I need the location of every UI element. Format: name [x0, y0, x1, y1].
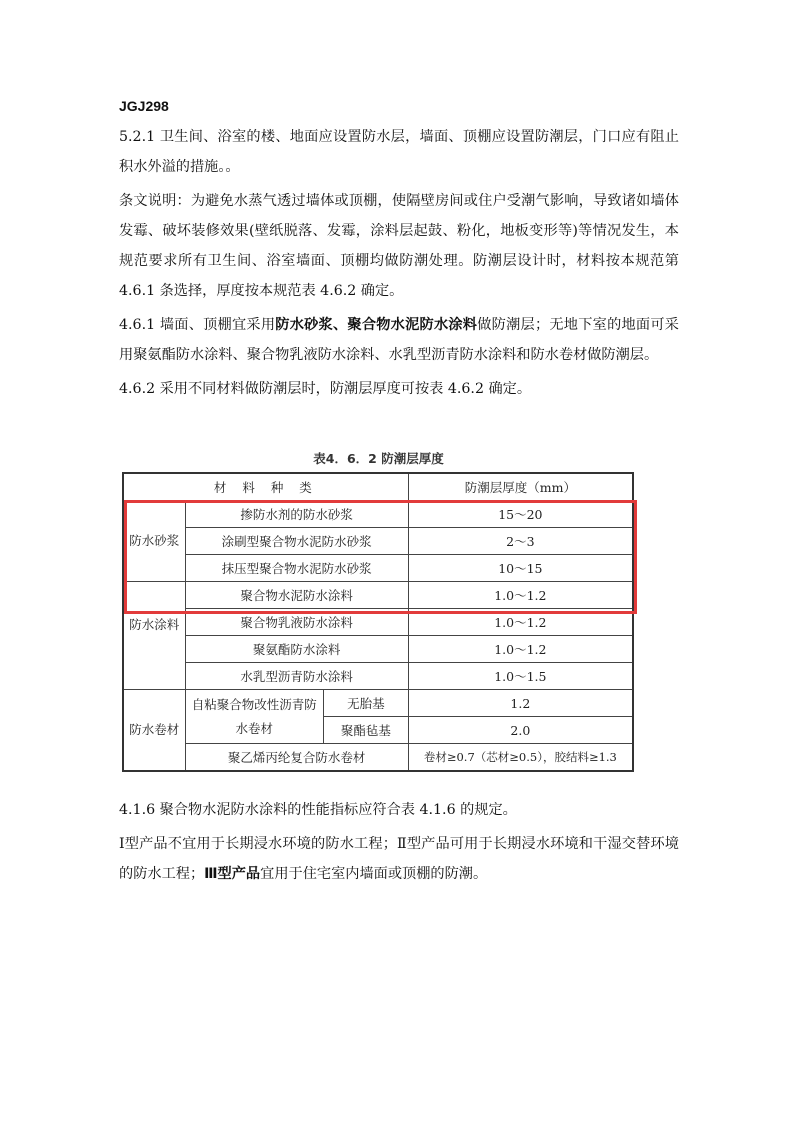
material-name: 自粘聚合物改性沥青防水卷材 [185, 690, 323, 744]
thickness-value: 2～3 [408, 528, 633, 555]
material-subtype: 无胎基 [323, 690, 408, 717]
clause-4-6-1-end: 做防潮层；无地下室的地面可采用聚氨酯防水涂料、聚合物乳液防水涂料、水乳型沥青防水涂料和防水卷材做防潮层。 [119, 317, 679, 363]
table-row [123, 636, 633, 663]
product-types-note [119, 829, 679, 889]
product-types-start: Ⅰ型产品不宜用于长期浸水环境的防水工程；Ⅱ型产品可用于长期浸水环境和干湿交替环境的防水工程； [119, 836, 679, 882]
table-caption: 表4．6．2 防潮层厚度 [313, 451, 444, 466]
clause-4-6-2: 4.6.2 采用不同材料做防潮层时，防潮层厚度可按表 4.6.2 确定。 [119, 381, 532, 397]
table-figure [119, 446, 638, 772]
product-type-iii: Ⅲ型产品 [204, 866, 261, 882]
thickness-value: 卷材≥0.7（芯材≥0.5），胶结料≥1.3 [408, 744, 633, 772]
clause-4-6-1 [119, 310, 679, 370]
clause-5-2-1: 5.2.1 卫生间、浴室的楼、地面应设置防水层，墙面、顶棚应设置防潮层，门口应有阻止积水外溢的措施。。 [119, 129, 679, 175]
table-row [123, 528, 633, 555]
clause-explanation: 条文说明：为避免水蒸气透过墙体或顶棚，使隔壁房间或住户受潮气影响，导致诸如墙体发霉、破坏装修效果(壁纸脱落、发霉，涂料层起鼓、粉化，地板变形等)等情况发生，本规范要求所有卫生间、浴室墙面、顶棚均做防潮处理。防潮层设计时，材料按本规范第 4.6.1 条选择，厚度按本规范表 4.6.2 确定。 [119, 193, 679, 299]
table-row [123, 744, 633, 772]
thickness-table [122, 472, 634, 772]
material-subtype: 聚酯毡基 [323, 717, 408, 744]
document-body-continued [119, 795, 679, 893]
header-thickness: 防潮层厚度（mm） [408, 473, 633, 501]
material-name: 涂刷型聚合物水泥防水砂浆 [185, 528, 408, 555]
thickness-value: 1.0～1.2 [408, 636, 633, 663]
material-name: 聚合物水泥防水涂料 [185, 582, 408, 609]
thickness-value: 1.0～1.2 [408, 582, 633, 609]
table-row [123, 582, 633, 609]
table-row [123, 555, 633, 582]
material-name: 聚乙烯丙纶复合防水卷材 [185, 744, 408, 772]
document-body [119, 98, 679, 408]
table-row [123, 690, 633, 717]
thickness-value: 2.0 [408, 717, 633, 744]
thickness-value: 1.2 [408, 690, 633, 717]
material-name: 聚氨酯防水涂料 [185, 636, 408, 663]
group-membrane: 防水卷材 [123, 690, 185, 772]
material-name: 水乳型沥青防水涂料 [185, 663, 408, 690]
header-material: 材 料 种 类 [123, 473, 408, 501]
product-types-end: 宜用于住宅室内墙面或顶棚的防潮。 [260, 866, 488, 882]
thickness-value: 1.0～1.2 [408, 609, 633, 636]
table-row [123, 663, 633, 690]
clause-4-6-1-bold: 防水砂浆、聚合物水泥防水涂料 [275, 317, 478, 333]
clause-4-6-1-start: 4.6.1 墙面、顶棚宜采用 [119, 317, 276, 333]
material-name: 聚合物乳液防水涂料 [185, 609, 408, 636]
thickness-value: 15～20 [408, 501, 633, 528]
standard-code: JGJ298 [119, 98, 169, 114]
clause-4-1-6: 4.1.6 聚合物水泥防水涂料的性能指标应符合表 4.1.6 的规定。 [119, 802, 517, 818]
group-coating: 防水涂料 [123, 582, 185, 690]
material-name: 抹压型聚合物水泥防水砂浆 [185, 555, 408, 582]
thickness-value: 1.0～1.5 [408, 663, 633, 690]
table-row [123, 609, 633, 636]
thickness-value: 10～15 [408, 555, 633, 582]
group-mortar: 防水砂浆 [123, 501, 185, 582]
material-name: 掺防水剂的防水砂浆 [185, 501, 408, 528]
table-row [123, 501, 633, 528]
table-header-row [123, 473, 633, 501]
